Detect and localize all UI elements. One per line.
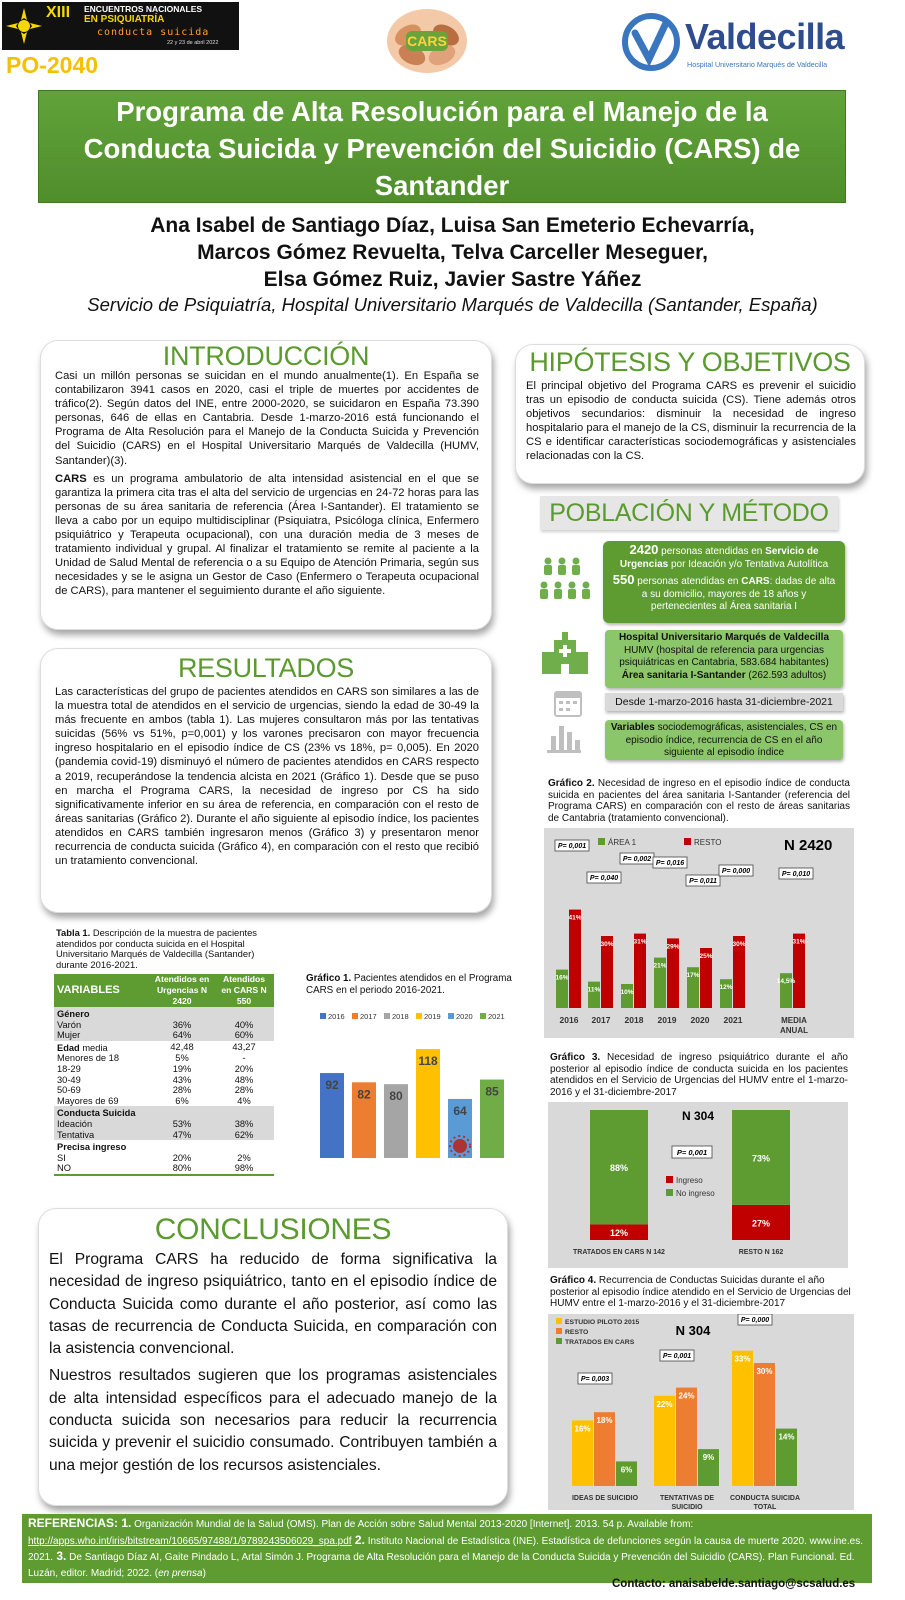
grafico3-chart bbox=[548, 1102, 848, 1268]
title-line-3: Santander bbox=[374, 170, 510, 201]
intro-paragraph-1: Casi un millón personas se suicidan en el mundo anualmente(1). En España se contabilizaron 3941 casos en 2020, casi el triple de muertes por accidentes de tráfico(2). Según datos del INE, entre 2000-2020, se suicidaron en España 73.390 personas, 646 de ellas en Cantabria. Desde 1-marzo-2016 está funcionando el Programa de Alta Resolución para el Manejo de la Conducta Suicida y Prevención del Suicidio (CARS) en el Hospital Universitario Marqués de Valdecilla (HUMV, Santander)(3). bbox=[55, 370, 479, 467]
grafico1-legend-label: 2017 bbox=[360, 1012, 377, 1021]
grafico1-value-label: 64 bbox=[453, 1103, 467, 1118]
grafico2-label-resto: 31% bbox=[633, 938, 647, 946]
table-cell: Tentativa bbox=[54, 1130, 150, 1141]
table-cell: SI bbox=[54, 1153, 150, 1164]
grafico4-pvalue: P= 0,001 bbox=[662, 1353, 692, 1360]
grafico3-n-label: N 304 bbox=[681, 1109, 715, 1123]
tabla1-header-variables: VARIABLES bbox=[54, 974, 150, 1007]
table-cell: Mujer bbox=[54, 1030, 150, 1041]
grafico2-pvalue: P= 0,001 bbox=[557, 843, 587, 850]
tabla1 bbox=[54, 974, 274, 1176]
intro-card bbox=[40, 340, 492, 630]
cars-logo bbox=[378, 5, 476, 77]
grafico4-tick-label: TOTAL bbox=[753, 1504, 777, 1510]
grafico1-legend-swatch bbox=[480, 1013, 486, 1019]
box1-t1c: por Ideación y/o Tentativa Autolítica bbox=[668, 558, 829, 570]
conclusiones-paragraph-1: El Programa CARS ha reducido de forma significativa la necesidad de ingreso psiquiátrico, tanto en el episodio índice de Conducta Suicida como durante el año posterior, así como las tasas de recurrencia de Conducta Suicida, en comparación con la asistencia convencional. bbox=[49, 1251, 497, 1358]
grafico2-pvalue: P= 0,000 bbox=[721, 868, 751, 875]
ref-3-number: 3. bbox=[53, 1549, 67, 1563]
grafico3-caption-text: Necesidad de ingreso psiquiátrico durante el año posterior al episodio índice de conducta suicida en los pacientes atendidos en el Servicio de Urgencias del HUMV entre el 1-marzo-2016 y el 31-diciembre-2017 bbox=[550, 1052, 848, 1098]
box2-hospital: Hospital Universitario Marqués de Valdecilla bbox=[618, 632, 830, 643]
poblacion-box-1 bbox=[603, 541, 845, 623]
event-logo-specialty: EN PSIQUIATRÍA bbox=[84, 14, 165, 25]
authors-line-1: Ana Isabel de Santiago Díaz, Luisa San Emeterio Echevarría, bbox=[150, 214, 755, 237]
box1-t1b: Servicio de Urgencias bbox=[619, 546, 819, 570]
grafico2-label-resto: 30% bbox=[732, 941, 746, 948]
conclusiones-title: CONCLUSIONES bbox=[154, 1213, 392, 1246]
table-section-conducta: Conducta Suicida bbox=[54, 1106, 274, 1119]
grafico1-value-label: 85 bbox=[485, 1084, 499, 1099]
grafico3-pvalue: P= 0,001 bbox=[676, 1148, 708, 1157]
grafico2-label-area1: 10% bbox=[620, 989, 634, 996]
table-section-edad bbox=[54, 1041, 150, 1054]
edad-suffix: media bbox=[79, 1042, 108, 1053]
grafico4-legend-swatch bbox=[556, 1318, 562, 1324]
table-cell: 30-49 bbox=[54, 1075, 150, 1086]
valdecilla-name: Valdecilla bbox=[685, 16, 845, 57]
valdecilla-sub: Hospital Universitario Marqués de Valdecilla bbox=[687, 60, 828, 69]
grafico4-n-label: N 304 bbox=[675, 1323, 711, 1338]
grafico2-bar-resto bbox=[569, 910, 581, 1008]
table-section-genero: Género bbox=[54, 1007, 274, 1020]
grafico2-label-resto: 30% bbox=[600, 941, 614, 948]
grafico4-value-label: 14% bbox=[778, 1432, 795, 1442]
grafico4-tick-label: SUICIDIO bbox=[671, 1504, 703, 1510]
grafico4-legend-label: RESTO bbox=[565, 1329, 589, 1336]
grafico4-pvalue: P= 0,000 bbox=[740, 1317, 770, 1324]
table-cell: 50-69 bbox=[54, 1085, 150, 1096]
table-cell: 19% bbox=[150, 1064, 214, 1075]
poblacion-box-2 bbox=[605, 630, 843, 688]
table-cell: 2% bbox=[214, 1153, 274, 1164]
table-cell: 98% bbox=[214, 1163, 274, 1174]
grafico3-caption bbox=[550, 1052, 848, 1098]
hipotesis-card bbox=[515, 344, 865, 484]
box4-bold: Variables bbox=[610, 722, 655, 733]
virus-icon bbox=[453, 1139, 467, 1153]
grafico4-tick-label: CONDUCTA SUICIDA bbox=[730, 1495, 800, 1502]
grafico3-label-no-ingreso: 73% bbox=[751, 1153, 771, 1164]
table-row bbox=[54, 1007, 274, 1020]
cars-logo-text: CARS bbox=[407, 33, 447, 49]
conclusiones-paragraph-2: Nuestros resultados sugieren que los programas asistenciales de alta intensidad específicos para el adecuado manejo de la conducta suicida son necesarios para reducir la recurrencia suicida y prevenir el suicidio consumado. Contribuyen también a una mejor gestión de los recursos asistenciales. bbox=[49, 1367, 497, 1474]
poblacion-box-3: Desde 1-marzo-2016 hasta 31-diciembre-2021 bbox=[605, 693, 843, 711]
grafico2-legend-swatch bbox=[684, 838, 691, 845]
grafico1-value-label: 118 bbox=[418, 1054, 438, 1069]
ref-1-link[interactable]: http://apps.who.int/iris/bitstream/10665/97488/1/9789243506029_spa.pdf bbox=[28, 1535, 352, 1547]
box1-t2c: : dadas de alta a su domicilio, mayores de 18 años y pertenecientes al Área sanitaria I bbox=[641, 576, 836, 612]
ref-1-number: 1. bbox=[118, 1516, 132, 1530]
poblacion-box-1-line-1 bbox=[609, 544, 839, 571]
table-cell: 6% bbox=[150, 1096, 214, 1107]
grafico3-legend-label: No ingreso bbox=[676, 1189, 715, 1198]
hospital-icon bbox=[540, 632, 590, 676]
table-cell: Varón bbox=[54, 1020, 150, 1031]
grafico4-value-label: 30% bbox=[756, 1367, 773, 1376]
box2-area-text: (262.593 adultos) bbox=[745, 669, 827, 681]
grafico2-label-resto: 25% bbox=[699, 953, 713, 960]
tabla1-table bbox=[54, 974, 274, 1174]
grafico1-caption-text: Pacientes atendidos en el Programa CARS en el periodo 2016-2021. bbox=[306, 973, 512, 996]
n-urgencias: 2420 bbox=[629, 542, 659, 557]
table-cell: 40% bbox=[214, 1020, 274, 1031]
grafico3-legend-swatch bbox=[666, 1176, 673, 1183]
poblacion-box-4 bbox=[605, 720, 843, 760]
valdecilla-v-icon bbox=[620, 11, 682, 73]
table-cell: 47% bbox=[150, 1130, 214, 1141]
grafico1-legend-swatch bbox=[320, 1013, 326, 1019]
grafico2-label-area1: 11% bbox=[587, 986, 601, 994]
ref-3-italic: en prensa bbox=[158, 1567, 203, 1579]
tabla1-header-urgencias: Atendidos en Urgencias N 2420 bbox=[150, 974, 214, 1007]
grafico1-value-label: 92 bbox=[325, 1078, 339, 1093]
grafico4-value-label: 33% bbox=[734, 1354, 751, 1364]
table-row bbox=[54, 1119, 274, 1130]
box2-area bbox=[609, 670, 839, 683]
hipotesis-text: El principal objetivo del Programa CARS es prevenir el suicidio tras un episodio de conducta suicida (CS). Tiene además otros objetivos secundarios: disminuir la necesidad de ingreso hospitalario para el manejo de la CS, disminuir la recurrencia de la CS e identificar características sociodemográficas y asistenciales relacionadas con la CS. bbox=[526, 380, 856, 463]
grafico4-value-label: 9% bbox=[702, 1453, 715, 1463]
grafico3-legend-label: Ingreso bbox=[676, 1176, 703, 1185]
table-row bbox=[54, 1053, 274, 1064]
grafico2-label-area1: 14,5% bbox=[776, 978, 796, 986]
grafico4-value-label: 18% bbox=[596, 1416, 613, 1426]
affiliation: Servicio de Psiquiatría, Hospital Universitario Marqués de Valdecilla (Santander, España) bbox=[87, 294, 818, 315]
grafico2-bar-area1 bbox=[621, 984, 633, 1008]
table-cell: 43% bbox=[150, 1075, 214, 1086]
tabla1-header-row bbox=[54, 974, 274, 1007]
grafico1-value-label: 82 bbox=[357, 1087, 371, 1102]
n-cars: 550 bbox=[612, 572, 635, 587]
grafico2-label-resto: 41% bbox=[568, 914, 582, 922]
table-cell: 4% bbox=[214, 1096, 274, 1107]
grafico4-caption-bold: Gráfico 4. bbox=[550, 1275, 597, 1286]
poblacion-box-1-line-2 bbox=[609, 574, 839, 614]
table-row bbox=[54, 1075, 274, 1086]
grafico1-legend-label: 2020 bbox=[456, 1012, 473, 1021]
grafico2-pvalue: P= 0,011 bbox=[689, 878, 717, 885]
grafico2-caption-text: Necesidad de ingreso en el episodio índice de conducta suicida en pacientes del área sanitaria I-Santander (referencia del Programa CARS) en comparación con el resto de áreas sanitarias de Cantabria (tratamiento convencional). bbox=[548, 778, 850, 824]
tabla1-caption-text: Descripción de la muestra de pacientes atendidos por conducta suicida en el Hospital Universitario Marqués de Valdecilla (Santander) durante 2016-2021. bbox=[56, 927, 257, 970]
grafico4-caption-text: Recurrencia de Conductas Suicidas durante el año posterior al episodio índice atendido en el Servicio de Urgencias del HUMV entre el 1-marzo-2016 y el 31-diciembre-2017 bbox=[550, 1275, 851, 1310]
grafico2-pvalue: P= 0,040 bbox=[589, 875, 619, 882]
table-row bbox=[54, 1041, 274, 1054]
title-banner bbox=[38, 90, 846, 203]
table-cell: 28% bbox=[150, 1085, 214, 1096]
resultados-card bbox=[40, 648, 492, 913]
ref-1-text: Organización Mundial de la Salud (OMS). Plan de Acción sobre Salud Mental 2013-2020 [Internet]. 2013. 54 p. Available from: bbox=[131, 1519, 694, 1530]
table-cell: 28% bbox=[214, 1085, 274, 1096]
table-cell: 62% bbox=[214, 1130, 274, 1141]
tabla1-header-cars: Atendidos en CARS N 550 bbox=[214, 974, 274, 1007]
grafico2-tick-label: 2018 bbox=[624, 1015, 644, 1025]
table-cell: NO bbox=[54, 1163, 150, 1174]
grafico4-value-label: 22% bbox=[656, 1399, 673, 1409]
authors-line-2: Marcos Gómez Revuelta, Telva Carceller Meseguer, bbox=[197, 241, 708, 264]
table-cell: 42,48 bbox=[150, 1041, 214, 1054]
grafico2-n-label: N 2420 bbox=[784, 837, 833, 854]
table-row bbox=[54, 1130, 274, 1141]
calendar-icon bbox=[553, 688, 583, 718]
table-cell: 53% bbox=[150, 1119, 214, 1130]
box1-t1a: personas atendidas en bbox=[658, 546, 766, 557]
grafico1-caption bbox=[306, 973, 516, 996]
intro-cars-bold: CARS bbox=[55, 472, 87, 485]
intro-paragraph-2 bbox=[55, 472, 479, 599]
grafico3-tick-label: TRATADOS EN CARS N 142 bbox=[573, 1249, 665, 1256]
table-row bbox=[54, 1020, 274, 1031]
grafico1-value-label: 80 bbox=[389, 1089, 403, 1104]
grafico2-legend-swatch bbox=[598, 838, 605, 845]
table-row bbox=[54, 1163, 274, 1174]
table-cell: 64% bbox=[150, 1030, 214, 1041]
resultados-title: RESULTADOS bbox=[177, 653, 355, 683]
tabla1-caption bbox=[56, 928, 274, 970]
grafico2-bar-area1 bbox=[588, 982, 600, 1008]
grafico2-label-resto: 29% bbox=[666, 943, 680, 951]
grafico3-label-ingreso: 27% bbox=[751, 1218, 771, 1229]
table-cell: 60% bbox=[214, 1030, 274, 1041]
event-logo-number: XIII bbox=[46, 4, 71, 21]
table-cell: - bbox=[214, 1053, 274, 1064]
referencias-label: REFERENCIAS: bbox=[28, 1516, 119, 1530]
table-cell: Ideación bbox=[54, 1119, 150, 1130]
table-section-ingreso: Precisa ingreso bbox=[54, 1140, 274, 1153]
table-cell: 43,27 bbox=[214, 1041, 274, 1054]
tabla1-caption-bold: Tabla 1. bbox=[56, 927, 91, 938]
table-row bbox=[54, 1030, 274, 1041]
resultados-text: Las características del grupo de pacientes atendidos en CARS son similares a las de la muestra total de atendidos en el servicio de urgencias, siendo la edad de 30-49 la más frecuente en ambos (tabla 1). Las mujeres consultaron más por las tentativas suicidas (56% vs 51%, p=0,001) y los varones precisaron con mayor frecuencia ingreso hospitalario en el episodio índice de CS (23% vs 18%, p= 0,005). En 2020 (pandemia covid-19) disminuyó el número de pacientes atendidos en CARS respecto a 2019, recuperándose la tendencia alcista en 2021 (Gráfico 1). Desde que se puso en marcha el Programa CARS, la necesidad de ingreso por CS ha sido significativamente inferior en su área de referencia, en comparación con el resto de áreas sanitarias (Gráfico 2). Durante el año siguiente al episodio índice, los pacientes atendidos en CARS también ingresaron menos (Gráfico 3) y presentaron menor recurrencia de conducta suicida (Gráfico 4), en comparación con el resto que recibió un tratamiento convencional. bbox=[55, 686, 479, 868]
grafico1-legend-swatch bbox=[384, 1013, 390, 1019]
table-row bbox=[54, 1140, 274, 1153]
table-row bbox=[54, 1096, 274, 1107]
table-cell: Mayores de 69 bbox=[54, 1096, 150, 1107]
grafico4-caption bbox=[550, 1275, 852, 1310]
grafico1-caption-bold: Gráfico 1. bbox=[306, 973, 352, 984]
grafico4-value-label: 6% bbox=[620, 1465, 633, 1475]
referencias bbox=[22, 1514, 872, 1583]
grafico3-label-ingreso: 12% bbox=[609, 1228, 629, 1239]
grafico2-tick-label: 2019 bbox=[657, 1015, 677, 1025]
grafico1-legend-swatch bbox=[352, 1013, 358, 1019]
table-cell: 36% bbox=[150, 1020, 214, 1031]
grafico1-legend-swatch bbox=[416, 1013, 422, 1019]
grafico2-tick-label: 2020 bbox=[690, 1015, 710, 1025]
grafico4-pvalue: P= 0,003 bbox=[580, 1376, 610, 1383]
grafico4-bar bbox=[654, 1396, 675, 1486]
table-cell: 5% bbox=[150, 1053, 214, 1064]
grafico3-caption-bold: Gráfico 3. bbox=[550, 1052, 601, 1063]
grafico2-pvalue: P= 0,002 bbox=[622, 856, 652, 863]
grafico2-caption bbox=[548, 778, 850, 824]
table-cell: 48% bbox=[214, 1075, 274, 1086]
grafico1-legend-label: 2021 bbox=[488, 1012, 505, 1021]
tabla1-bottom-rule bbox=[54, 1174, 274, 1176]
event-logo-topic: conducta suicida bbox=[97, 27, 210, 38]
title-line-1: Programa de Alta Resolución para el Manejo de la bbox=[116, 96, 768, 127]
grafico2-label-area1: 17% bbox=[686, 972, 700, 980]
grafico2-tick-label: 2016 bbox=[559, 1015, 579, 1025]
event-logo bbox=[2, 2, 239, 50]
box2-area-bold: Área sanitaria I-Santander bbox=[621, 669, 746, 681]
table-row bbox=[54, 1153, 274, 1164]
grafico2-pvalue: P= 0,016 bbox=[655, 860, 685, 867]
conclusiones-text bbox=[49, 1249, 497, 1477]
box1-t2b: CARS bbox=[741, 576, 770, 587]
grafico2-tick-label: ANUAL bbox=[780, 1026, 808, 1035]
people-group-icon bbox=[540, 555, 596, 607]
grafico2-caption-bold: Gráfico 2. bbox=[548, 778, 595, 789]
grafico1-legend-label: 2018 bbox=[392, 1012, 409, 1021]
box2-hospital-text: HUMV (hospital de referencia para urgencias psiquiátricas en Cantabria, 583.684 habitantes) bbox=[619, 644, 829, 668]
grafico2-pvalue: P= 0,010 bbox=[781, 871, 811, 878]
grafico4-bar bbox=[732, 1351, 753, 1486]
grafico2-tick-label: MEDIA bbox=[781, 1016, 807, 1025]
bar-chart-icon bbox=[545, 720, 583, 758]
poblacion-title: POBLACIÓN Y MÉTODO bbox=[540, 496, 838, 530]
poster-code: PO-2040 bbox=[6, 52, 99, 78]
grafico4-value-label: 16% bbox=[574, 1424, 591, 1434]
hipotesis-title: HIPÓTESIS Y OBJETIVOS bbox=[529, 347, 851, 377]
grafico3-legend-swatch bbox=[666, 1189, 673, 1196]
table-cell: 18-29 bbox=[54, 1064, 150, 1075]
intro-paragraph-2-text: es un programa ambulatorio de alta intensidad asistencial en el que se garantiza la primera cita tras el alta del servicio de urgencias en 24-72 horas para las personas de su área sanitaria de referencia (Área I-Santander). El tratamiento se lleva a cabo por un equipo multidisciplinar (Psiquiatra, Psicóloga clínica, Enfermero psiquiátrico y Terapeuta ocupacional), con una duración media de 3 meses de tratamiento individual y grupal. Al finalizar el tratamiento se remite al paciente a la Unidad de Salud Mental de referencia o a su Equipo de Atención Primaria, según sus necesidades y se le asigna un Gestor de Caso (Enfermero o Terapeuta ocupacional de CARS), para mantener el seguimiento durante el año siguiente. bbox=[55, 472, 479, 598]
conclusiones-card bbox=[38, 1208, 508, 1506]
contacto: Contacto: anaisabelde.santiago@scsalud.es bbox=[612, 1578, 856, 1590]
table-row bbox=[54, 1106, 274, 1119]
grafico1-legend-label: 2019 bbox=[424, 1012, 441, 1021]
intro-text bbox=[55, 369, 479, 599]
grafico2-label-resto: 31% bbox=[792, 938, 806, 946]
event-logo-name: ENCUENTROS NACIONALES bbox=[84, 4, 203, 14]
grafico4-tick-label: IDEAS DE SUICIDIO bbox=[571, 1495, 639, 1502]
table-cell: 20% bbox=[150, 1153, 214, 1164]
grafico2-label-area1: 21% bbox=[653, 962, 667, 970]
title-line-2: Conducta Suicida y Prevención del Suicidio (CARS) de bbox=[83, 133, 801, 164]
event-logo-date: 22 y 23 de abril 2022 bbox=[167, 40, 219, 46]
valdecilla-logo bbox=[615, 8, 863, 78]
grafico2-tick-label: 2021 bbox=[723, 1015, 743, 1025]
grafico1-legend-swatch bbox=[448, 1013, 454, 1019]
edad-bold: Edad bbox=[57, 1042, 80, 1053]
grafico1-chart bbox=[316, 1008, 516, 1166]
table-cell: Menores de 18 bbox=[54, 1053, 150, 1064]
ref-3-text: De Santiago Díaz AI, Gaite Pindado L, Artal Simón J. Programa de Alta Resolución para el Manejo de la Conducta Suicida y Prevención del Suicidio (CARS). Plan Funcional. Ed. Luzán, editor. Madrid; 2022. ( bbox=[28, 1552, 855, 1579]
grafico4-legend-label: ESTUDIO PILOTO 2015 bbox=[565, 1319, 640, 1326]
authors-line-3: Elsa Gómez Ruiz, Javier Sastre Yáñez bbox=[263, 268, 642, 291]
grafico4-bar bbox=[754, 1363, 775, 1486]
grafico4-legend-label: TRATADOS EN CARS bbox=[565, 1339, 635, 1346]
grafico4-value-label: 24% bbox=[678, 1391, 695, 1401]
intro-title: INTRODUCCIÓN bbox=[162, 341, 370, 371]
authors bbox=[20, 212, 885, 293]
table-cell: 38% bbox=[214, 1119, 274, 1130]
grafico2-label-area1: 12% bbox=[719, 984, 733, 992]
grafico2-legend-label: RESTO bbox=[694, 838, 722, 847]
grafico4-legend-swatch bbox=[556, 1328, 562, 1334]
table-cell: 80% bbox=[150, 1163, 214, 1174]
box4-text: sociodemográficas, asistenciales, CS en episodio índice, recurrencia de CS en el año siguiente al episodio índice bbox=[625, 722, 838, 758]
grafico4-tick-label: TENTATIVAS DE bbox=[659, 1495, 715, 1502]
grafico4-bar bbox=[676, 1388, 697, 1486]
table-row bbox=[54, 1085, 274, 1096]
grafico2-chart bbox=[544, 828, 854, 1038]
table-row bbox=[54, 1064, 274, 1075]
grafico2-tick-label: 2017 bbox=[591, 1015, 611, 1025]
ref-2-number: 2. bbox=[351, 1532, 365, 1547]
grafico4-chart bbox=[548, 1314, 854, 1510]
grafico3-tick-label: RESTO N 162 bbox=[738, 1249, 784, 1256]
ref-3-end: ) bbox=[202, 1567, 206, 1579]
box1-t2a: personas atendidas en bbox=[634, 576, 742, 587]
grafico2-label-area1: 16% bbox=[555, 974, 569, 982]
grafico3-label-no-ingreso: 88% bbox=[609, 1163, 629, 1174]
grafico2-legend-label: ÁREA 1 bbox=[608, 838, 637, 847]
compass-logo-icon bbox=[5, 6, 43, 46]
table-cell: 20% bbox=[214, 1064, 274, 1075]
grafico4-legend-swatch bbox=[556, 1338, 562, 1344]
ref-2-text: Instituto Nacional de Estadística (INE). Estadística de defunciones según la causa de muerte 2020. www.ine.es. 2021. bbox=[28, 1535, 863, 1563]
grafico1-legend-label: 2016 bbox=[328, 1012, 345, 1021]
